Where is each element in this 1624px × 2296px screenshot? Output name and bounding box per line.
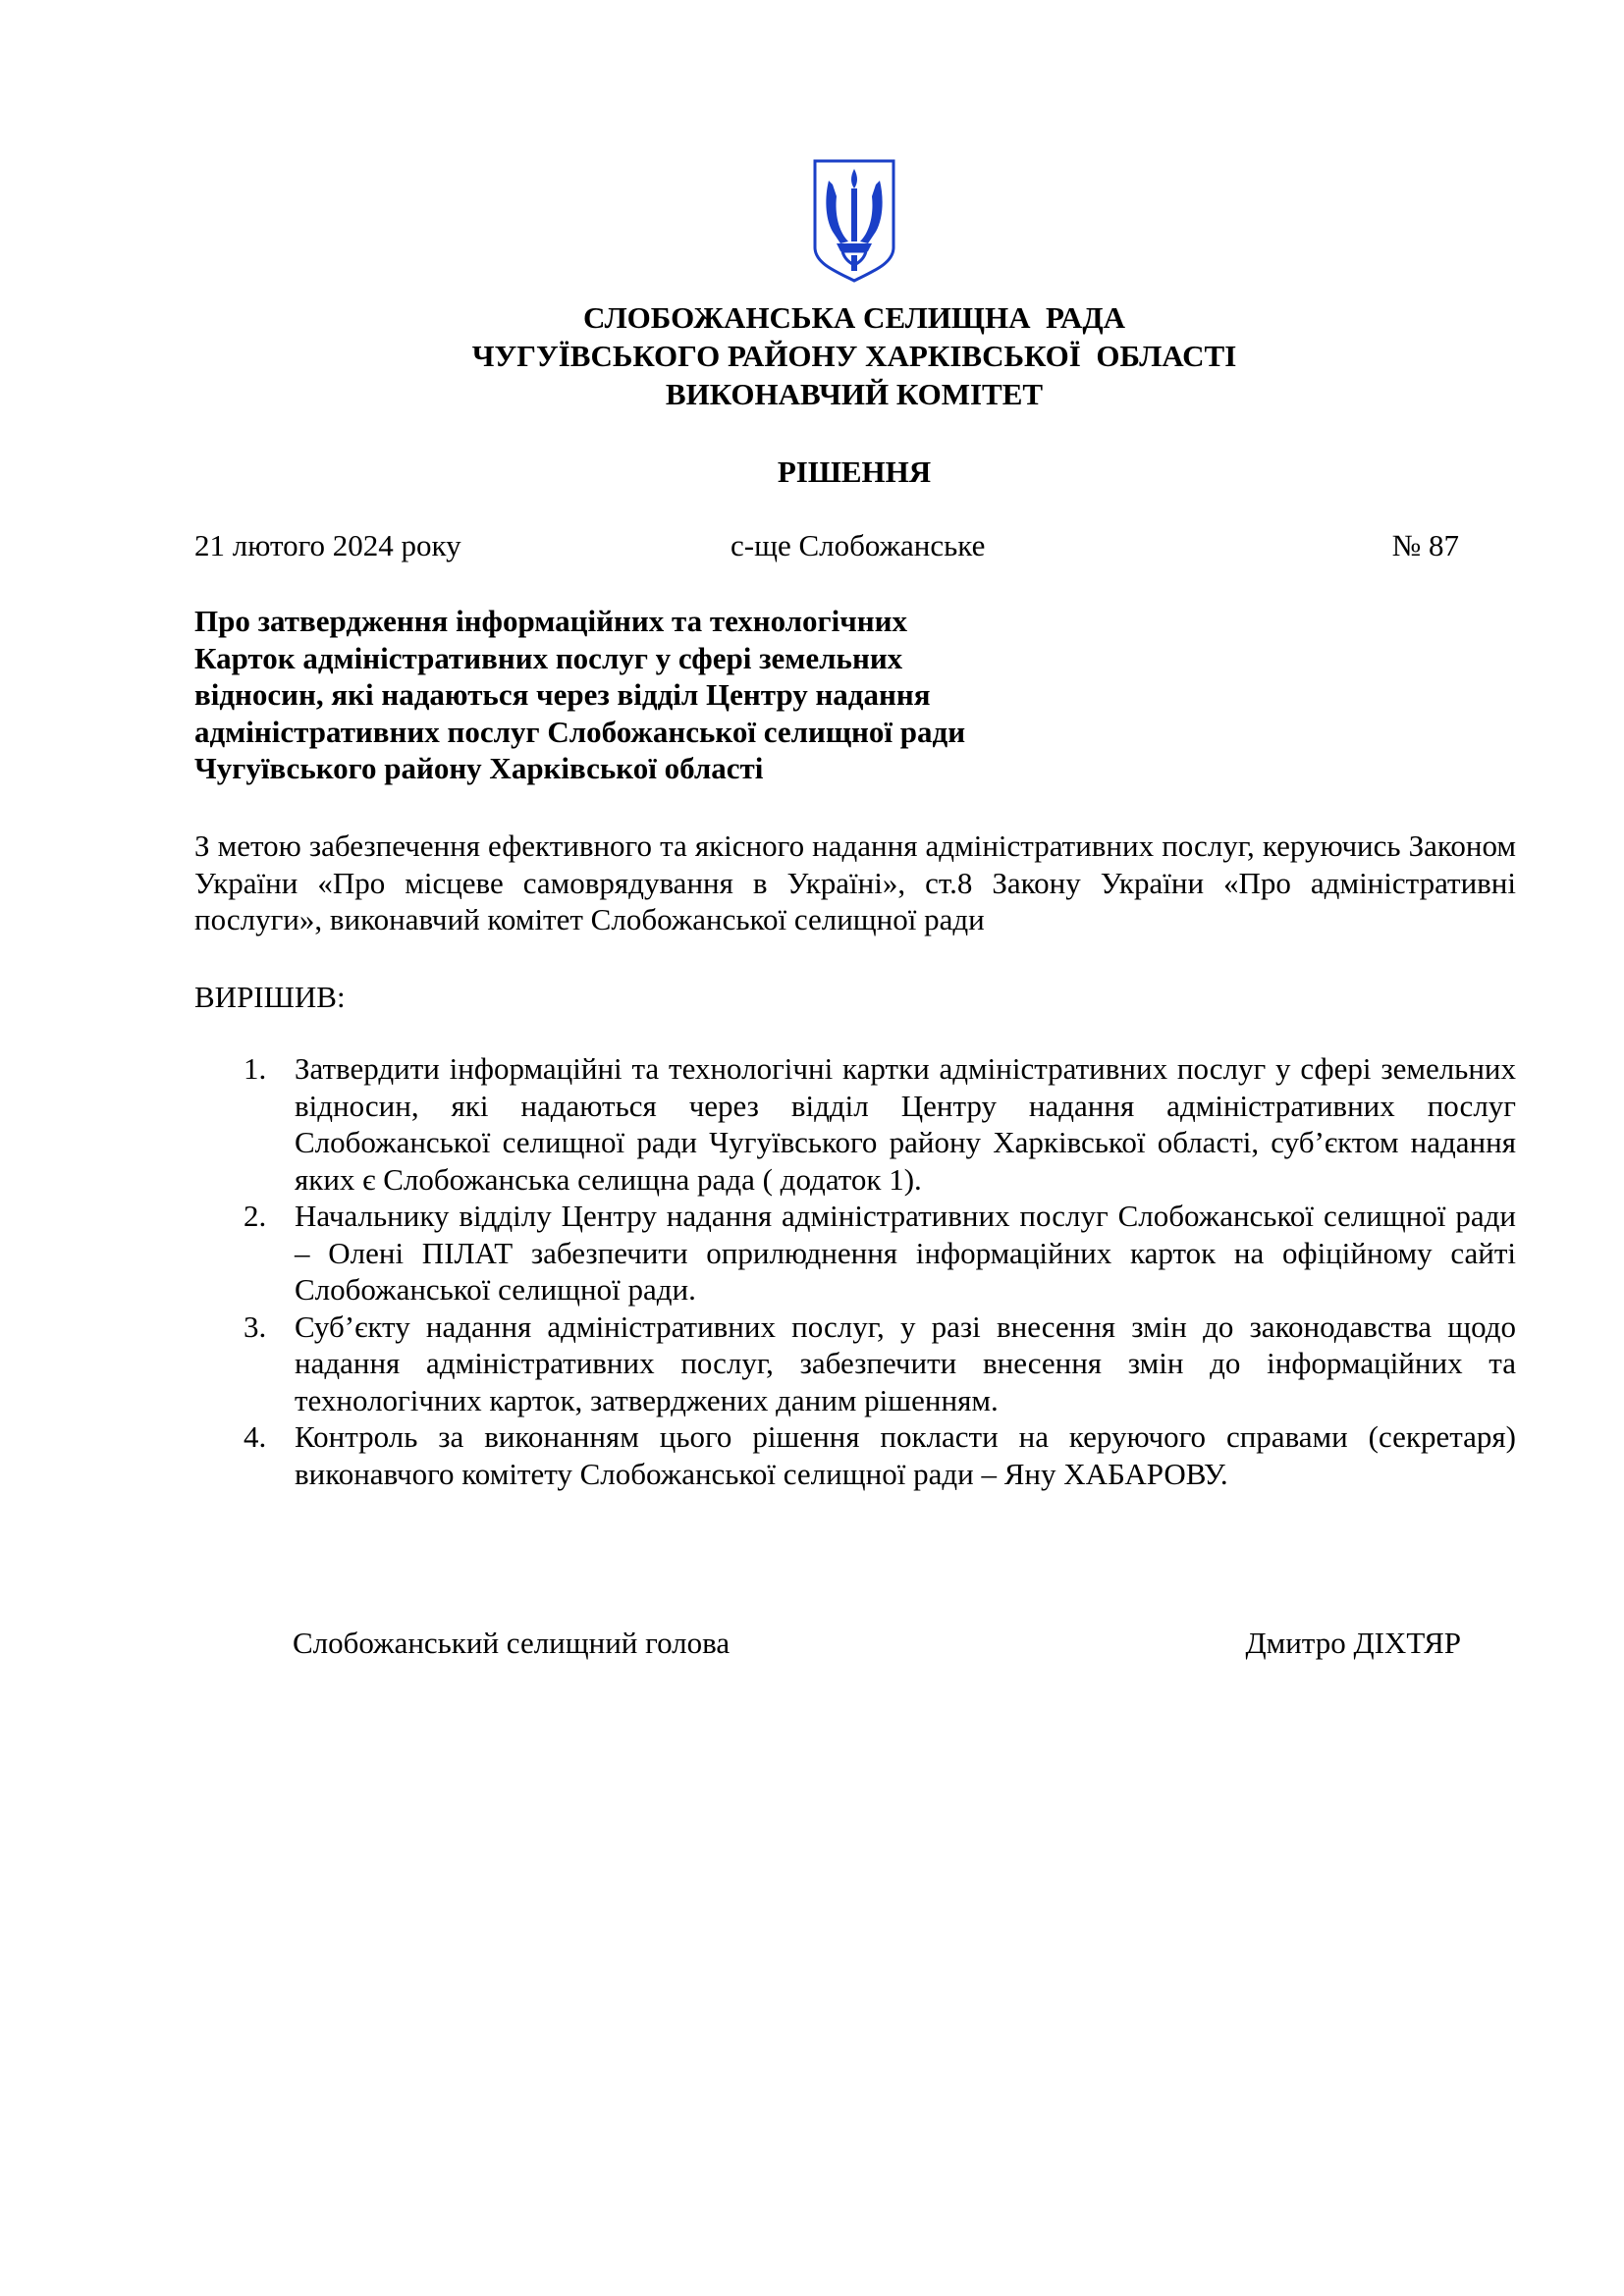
document-preamble: З метою забезпечення ефективного та якісного надання адміністративних послуг, керуючись Законом України «Про місцеве самоврядування в Україні», ст.8 Закону України «Про адміністративні послуги», виконавчий комітет Слобожанської селищної ради [194,828,1516,936]
resolution-item-text: Суб’єкту надання адміністративних послуг, у разі внесення змін до законодавства щодо надання адміністративних послуг, забезпечити внесення змін до інформаційних та технологічних карток, затверджених даним рішенням. [295,1308,1516,1417]
document-number: № 87 [1391,528,1459,562]
resolution-item-text: Затвердити інформаційні та технологічні картки адміністративних послуг у сфері земельних відносин, які надаються через відділ Центру надання адміністративних послуг Слобожанської селищної ради Чугуївського району Харківської області, суб’єктом надання яких є Слобожанська селищна рада ( додаток 1). [295,1051,1516,1197]
document-place: с-ще Слобожанське [731,528,986,562]
signatory-position: Слобожанський селищний голова [293,1626,731,1660]
organization-name: СЛОБОЖАНСЬКА СЕЛИЩНА РАДА [582,300,1126,335]
signatory-name: Дмитро ДІХТЯР [1245,1626,1461,1660]
resolution-item [194,1418,1516,1492]
resolution-item [194,1198,1516,1308]
organization-district: ЧУГУЇВСЬКОГО РАЙОНУ ХАРКІВСЬКОЇ ОБЛАСТІ [471,339,1237,373]
document-meta-row [194,527,1459,566]
resolved-label: ВИРІШИВ: [194,980,346,1014]
subject-line: Про затвердження інформаційних та технологічних [194,604,907,638]
resolution-item-number: 2. [244,1199,267,1233]
document-date: 21 лютого 2024 року [194,528,461,562]
organization-header [0,298,1624,413]
resolution-item-text: Контроль за виконанням цього рішення покласти на керуючого справами (секретаря) виконавчого комітету Слобожанської селищної ради – Яну ХАБАРОВУ. [295,1419,1516,1491]
resolution-item-number: 1. [244,1051,267,1086]
resolution-item-text: Начальнику відділу Центру надання адміністративних послуг Слобожанської селищної ради – Олені ПІЛАТ забезпечити оприлюднення інформаційних карток на офіційному сайті Слобожанської селищної ради. [295,1199,1516,1307]
resolution-item [194,1308,1516,1419]
resolution-item-number: 3. [244,1308,267,1344]
subject-line: адміністративних послуг Слобожанської селищної ради [194,714,966,749]
organization-body: ВИКОНАВЧИЙ КОМІТЕТ [665,377,1044,411]
subject-line: Чугуївського району Харківської області [194,751,764,785]
subject-line: відносин, які надаються через відділ Центру надання [194,677,931,712]
coat-of-arms-of-ukraine-icon [811,157,897,285]
resolution-items [194,1050,1516,1492]
resolution-item [194,1050,1516,1198]
document-title: РІШЕННЯ [777,454,932,489]
resolution-item-number: 4. [244,1419,267,1454]
subject-line: Карток адміністративних послуг у сфері земельних [194,640,903,675]
document-subject [194,603,1078,787]
